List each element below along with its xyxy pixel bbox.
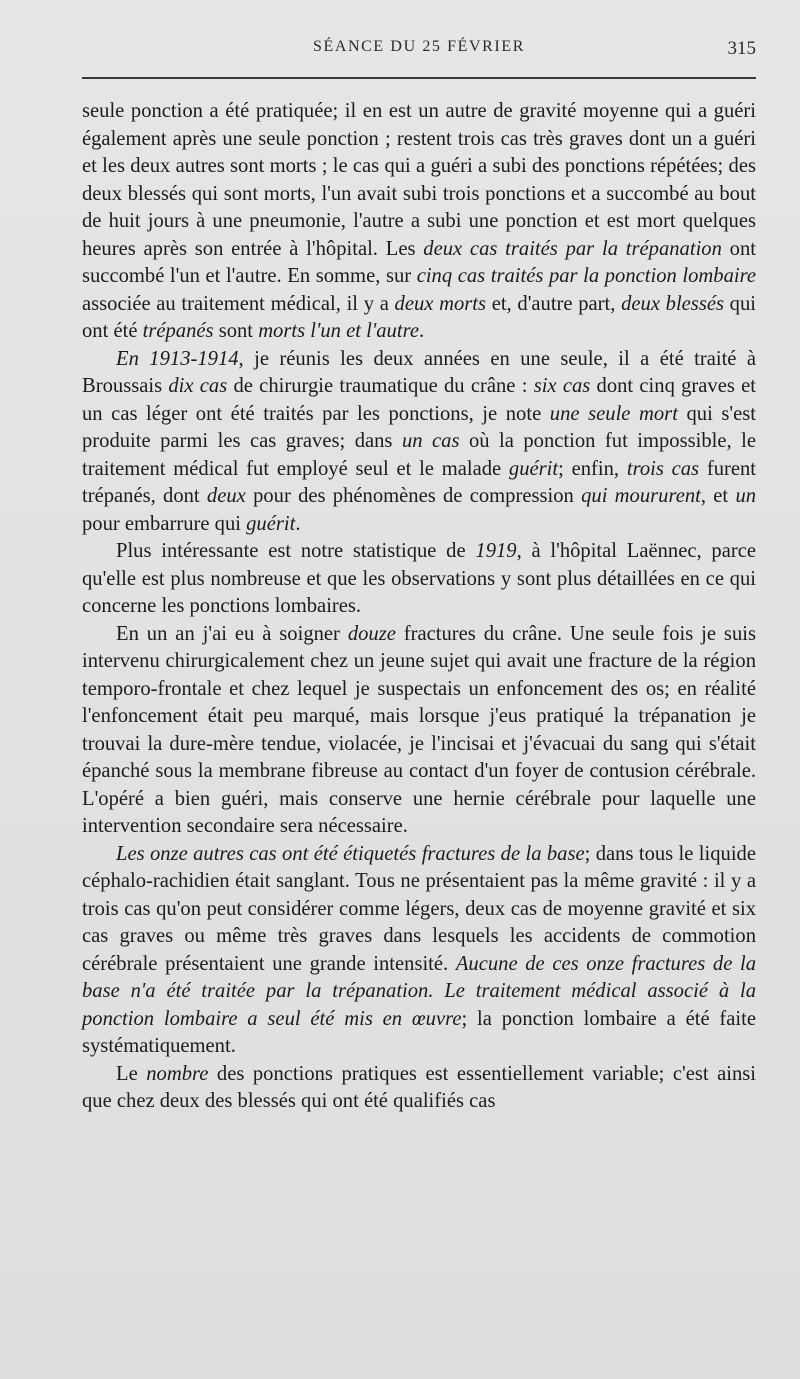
- paragraph: [82, 841, 756, 1061]
- italic-text: 1919: [475, 540, 517, 562]
- italic-text: douze: [347, 622, 396, 645]
- italic-text: nombre: [146, 1062, 209, 1085]
- italic-text: deux: [206, 485, 246, 507]
- italic-text: Aucune de ces onze fractures de la base n'a été traitée par la trépanation. Le traitement médical associé à la ponction lombaire a seul été mis en œuvre: [82, 952, 756, 1030]
- paragraph: [82, 538, 756, 621]
- italic-text: un cas: [401, 430, 460, 452]
- text-run: .: [295, 512, 301, 535]
- italic-text: deux blessés: [621, 292, 724, 315]
- italic-text: deux cas traités par la trépanation: [423, 237, 722, 260]
- italic-text: dix cas: [168, 375, 228, 397]
- italic-text: guérit: [508, 457, 559, 480]
- text-run: qui ont été: [82, 292, 756, 342]
- text-run: ; enfin,: [558, 457, 627, 480]
- italic-text: un: [735, 485, 757, 507]
- body-text: [82, 98, 756, 1116]
- italic-text: une seule mort: [549, 402, 678, 425]
- text-run: et, d'autre part,: [486, 292, 622, 315]
- page-number: 315: [727, 38, 756, 59]
- header-rule: [82, 77, 756, 79]
- text-run: de chirurgie traumatique du crâne :: [227, 375, 534, 397]
- italic-text: morts l'un et l'autre: [258, 320, 419, 342]
- italic-text: cinq cas traités par la ponction lombaire: [416, 265, 756, 287]
- text-run: des ponctions pratiques est essentiellement variable; c'est ainsi que chez deux des blessés qui ont été qualifiés cas: [82, 1062, 756, 1112]
- paragraph: [82, 98, 756, 346]
- page-header: [82, 38, 756, 62]
- text-run: seule ponction a été pratiquée; il en est un autre de gravité moyenne qui a guéri également après une seule ponction ; restent trois cas très graves dont un a guéri et les deux autres sont morts ; le cas qui a guéri a subi des ponctions répétées; des deux blessés qui sont morts, l'un avait subi trois ponctions et a succombé au bout de huit jours à une pneumonie, l'autre a subi une ponction et est mort quelques heures après son entrée à l'hôpital. Les: [82, 100, 756, 260]
- italic-text: six cas: [533, 375, 591, 397]
- text-run: sont: [213, 320, 259, 342]
- paragraph: [82, 346, 756, 539]
- text-run: ; dans tous le liquide céphalo-rachidien était sanglant. Tous ne présentaient pas la même gravité : il y a trois cas qu'on peut considérer comme légers, deux cas de moyenne gravité et six cas graves ou même très graves dans lesquels les accidents de commotion cérébrale présentaient une grande intensité.: [82, 842, 756, 975]
- text-run: pour des phénomènes de compression: [245, 485, 582, 507]
- italic-text: deux morts: [394, 292, 487, 315]
- italic-text: En 1913-1914: [116, 347, 239, 370]
- italic-text: Les onze autres cas ont été étiquetés fractures de la base: [116, 842, 585, 865]
- text-run: qui s'est produite parmi les cas graves; dans: [82, 402, 756, 452]
- text-run: , je réunis les deux années en une seule, il a été traité à Broussais: [82, 347, 756, 397]
- text-run: , à l'hôpital Laënnec, parce qu'elle est plus nombreuse et que les observations y sont plus détaillées en ce qui concerne les ponctions lombaires.: [82, 540, 756, 617]
- text-run: Plus intéressante est notre statistique de: [116, 540, 476, 562]
- text-run: .: [418, 320, 425, 342]
- text-run: pour embarrure qui: [82, 512, 247, 535]
- paragraph: [82, 1061, 756, 1116]
- text-run: En un an j'ai eu à soigner: [116, 622, 348, 645]
- text-run: dont cinq graves et un cas léger ont été traités par les ponctions, je note: [82, 375, 756, 425]
- text-run: ont succombé l'un et l'autre. En somme, sur: [82, 237, 756, 287]
- text-run: furent trépanés, dont: [82, 457, 757, 507]
- text-run: , et: [700, 485, 736, 507]
- text-run: où la ponction fut impossible, le traitement médical fut employé seul et le malade: [82, 430, 756, 480]
- text-run: associée au traitement médical, il y a: [82, 292, 395, 315]
- text-run: Le: [116, 1062, 147, 1085]
- italic-text: trépanés: [142, 320, 214, 342]
- italic-text: guérit: [246, 512, 296, 535]
- text-run: ; la ponction lombaire a été faite systématiquement.: [82, 1007, 756, 1057]
- paragraph: [82, 621, 756, 841]
- italic-text: trois cas: [626, 457, 700, 480]
- italic-text: qui moururent: [581, 485, 701, 507]
- running-title: SÉANCE DU 25 FÉVRIER: [312, 38, 525, 55]
- text-run: fractures du crâne. Une seule fois je suis intervenu chirurgicalement chez un jeune sujet qui avait une fracture de la région temporo-frontale et chez lequel je suspectais un enfoncement des os; en réalité l'enfoncement était peu marqué, mais lorsque j'eus pratiqué la trépanation je trouvai la dure-mère tendue, violacée, je l'incisai et j'évacuai du sang qui s'était épanché sous la membrane fibreuse au contact d'un foyer de contusion cérébrale. L'opéré a bien guéri, mais conserve une hernie cérébrale pour laquelle une intervention secondaire sera nécessaire.: [82, 622, 756, 837]
